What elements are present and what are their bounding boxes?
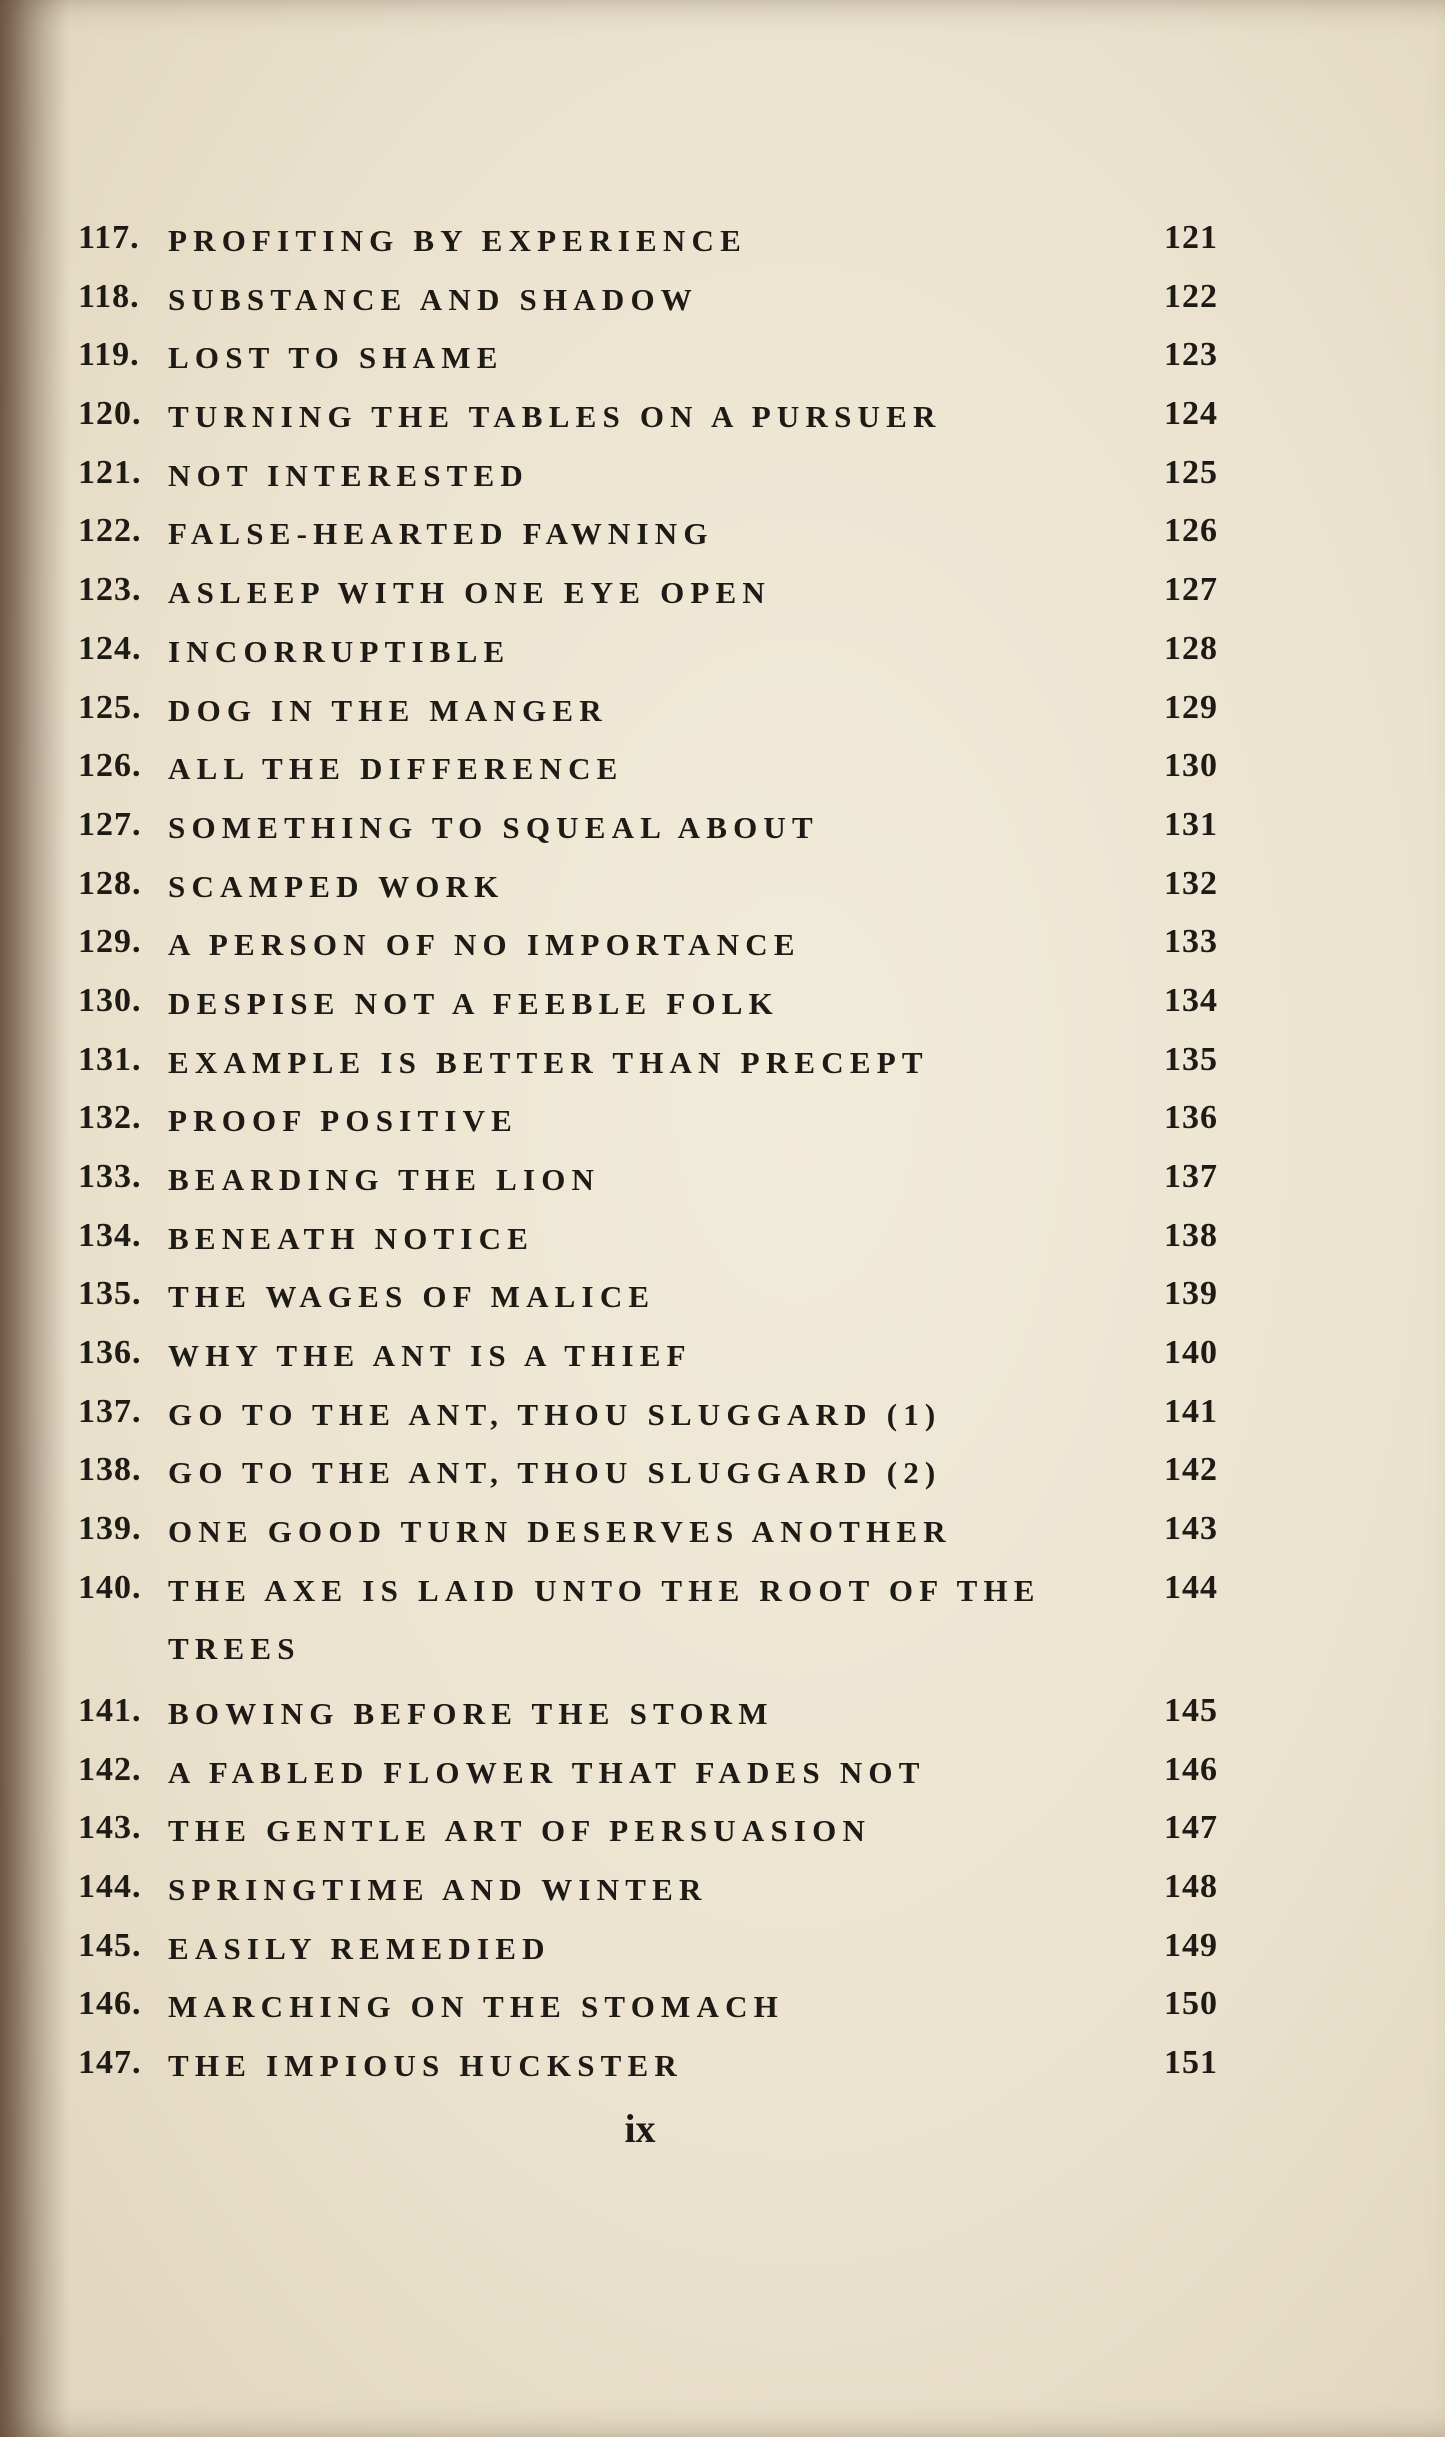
entry-number: 121. xyxy=(78,453,142,491)
entry-title: SOMETHING TO SQUEAL ABOUT xyxy=(168,809,819,845)
entry-page-number: 126 xyxy=(1164,512,1218,550)
entry-number: 129. xyxy=(78,923,142,961)
toc-entry xyxy=(78,1744,1218,1803)
toc-entry xyxy=(78,212,1218,271)
toc-entry xyxy=(78,1920,1218,1979)
entry-title: ALL THE DIFFERENCE xyxy=(168,751,624,787)
entry-title: WHY THE ANT IS A THIEF xyxy=(168,1338,692,1374)
toc-entry xyxy=(78,1151,1218,1210)
entry-title: THE GENTLE ART OF PERSUASION xyxy=(168,1813,872,1849)
entry-number: 118. xyxy=(78,277,140,315)
entry-number: 126. xyxy=(78,747,142,785)
entry-title: ASLEEP WITH ONE EYE OPEN xyxy=(168,575,772,611)
entry-page-number: 124 xyxy=(1164,395,1218,433)
entry-number: 131. xyxy=(78,1040,142,1078)
toc-entry xyxy=(78,1978,1218,2037)
entry-page-number: 123 xyxy=(1164,336,1218,374)
entry-page-number: 132 xyxy=(1164,864,1218,902)
toc-entry xyxy=(78,858,1218,917)
entry-title: TURNING THE TABLES ON A PURSUER xyxy=(168,399,942,435)
entry-number: 143. xyxy=(78,1809,142,1847)
entry-number: 125. xyxy=(78,688,142,726)
toc-entry xyxy=(78,1802,1218,1861)
entry-page-number: 145 xyxy=(1164,1691,1218,1729)
toc-entry xyxy=(78,564,1218,623)
entry-page-number: 144 xyxy=(1164,1568,1218,1606)
entry-number: 139. xyxy=(78,1510,142,1548)
entry-page-number: 128 xyxy=(1164,629,1218,667)
entry-page-number: 140 xyxy=(1164,1334,1218,1372)
entry-title: DESPISE NOT A FEEBLE FOLK xyxy=(168,985,779,1021)
entry-page-number: 150 xyxy=(1164,1985,1218,2023)
entry-number: 124. xyxy=(78,629,142,667)
entry-title: SPRINGTIME AND WINTER xyxy=(168,1871,708,1907)
entry-page-number: 137 xyxy=(1164,1158,1218,1195)
entry-title: SUBSTANCE AND SHADOW xyxy=(168,281,698,317)
toc-entry xyxy=(78,975,1218,1034)
entry-number: 147. xyxy=(78,2043,142,2081)
entry-title: EASILY REMEDIED xyxy=(168,1930,551,1966)
toc-entry xyxy=(78,271,1218,330)
table-of-contents xyxy=(78,212,1218,2096)
entry-page-number: 125 xyxy=(1164,453,1218,491)
entry-title: PROOF POSITIVE xyxy=(168,1103,519,1139)
entry-page-number: 141 xyxy=(1164,1392,1218,1430)
entry-number: 136. xyxy=(78,1334,142,1372)
entry-page-number: 147 xyxy=(1164,1809,1218,1847)
entry-title: GO TO THE ANT, THOU SLUGGARD (1) xyxy=(168,1396,942,1432)
entry-number: 127. xyxy=(78,805,142,843)
entry-title: ONE GOOD TURN DESERVES ANOTHER xyxy=(168,1514,952,1550)
toc-entry xyxy=(78,1503,1218,1562)
entry-page-number: 149 xyxy=(1164,1926,1218,1964)
toc-entry xyxy=(78,740,1218,799)
entry-number: 132. xyxy=(78,1099,142,1137)
toc-entry xyxy=(78,329,1218,388)
entry-number: 146. xyxy=(78,1985,142,2023)
entry-title: SCAMPED WORK xyxy=(168,868,505,904)
entry-title: MARCHING ON THE STOMACH xyxy=(168,1989,784,2025)
toc-entry xyxy=(78,1268,1218,1327)
entry-number: 120. xyxy=(78,395,142,433)
page-folio: ix xyxy=(624,2106,656,2151)
entry-number: 137. xyxy=(78,1392,142,1430)
entry-title: BENEATH NOTICE xyxy=(168,1220,535,1256)
entry-number: 117. xyxy=(78,219,140,256)
entry-title: NOT INTERESTED xyxy=(168,457,530,493)
entry-page-number: 148 xyxy=(1164,1867,1218,1905)
entry-number: 130. xyxy=(78,981,142,1019)
entry-page-number: 138 xyxy=(1164,1216,1218,1254)
entry-page-number: 136 xyxy=(1164,1099,1218,1137)
entry-title: A PERSON OF NO IMPORTANCE xyxy=(168,927,801,963)
entry-number: 133. xyxy=(78,1158,142,1195)
entry-page-number: 151 xyxy=(1164,2043,1218,2081)
spine-shadow xyxy=(0,0,70,2437)
toc-entry xyxy=(78,1210,1218,1269)
entry-number: 134. xyxy=(78,1216,142,1254)
entry-title: BOWING BEFORE THE STORM xyxy=(168,1695,774,1731)
toc-entry xyxy=(78,623,1218,682)
entry-page-number: 129 xyxy=(1164,688,1218,726)
entry-title: INCORRUPTIBLE xyxy=(168,633,511,669)
entry-number: 144. xyxy=(78,1867,142,1905)
entry-page-number: 139 xyxy=(1164,1275,1218,1313)
toc-entry xyxy=(78,916,1218,975)
entry-page-number: 146 xyxy=(1164,1750,1218,1788)
entry-title: DOG IN THE MANGER xyxy=(168,692,608,728)
entry-page-number: 130 xyxy=(1164,747,1218,785)
entry-number: 142. xyxy=(78,1750,142,1788)
toc-entry xyxy=(78,1861,1218,1920)
entry-number: 141. xyxy=(78,1691,142,1729)
entry-title: PROFITING BY EXPERIENCE xyxy=(168,223,747,258)
entry-page-number: 135 xyxy=(1164,1040,1218,1078)
entry-number: 128. xyxy=(78,864,142,902)
toc-entry xyxy=(78,1562,1218,1685)
entry-title: GO TO THE ANT, THOU SLUGGARD (2) xyxy=(168,1455,942,1491)
entry-title: THE AXE IS LAID UNTO THE ROOT OF THE TREES xyxy=(168,1572,1041,1666)
entry-title: EXAMPLE IS BETTER THAN PRECEPT xyxy=(168,1044,929,1080)
entry-page-number: 133 xyxy=(1164,923,1218,961)
entry-number: 123. xyxy=(78,571,142,609)
toc-entry xyxy=(78,1034,1218,1093)
entry-page-number: 142 xyxy=(1164,1451,1218,1489)
toc-entry xyxy=(78,682,1218,741)
entry-number: 122. xyxy=(78,512,142,550)
entry-page-number: 134 xyxy=(1164,981,1218,1019)
toc-entry xyxy=(78,1685,1218,1744)
entry-page-number: 143 xyxy=(1164,1510,1218,1548)
entry-number: 145. xyxy=(78,1926,142,1964)
entry-title: A FABLED FLOWER THAT FADES NOT xyxy=(168,1754,926,1790)
entry-title: THE IMPIOUS HUCKSTER xyxy=(168,2047,684,2083)
entry-title: THE WAGES OF MALICE xyxy=(168,1279,656,1315)
entry-number: 135. xyxy=(78,1275,142,1313)
entry-number: 138. xyxy=(78,1451,142,1489)
toc-entry xyxy=(78,2037,1218,2096)
toc-entry xyxy=(78,505,1218,564)
entry-title: BEARDING THE LION xyxy=(168,1162,601,1197)
toc-entry xyxy=(78,1444,1218,1503)
toc-entry xyxy=(78,799,1218,858)
entry-page-number: 131 xyxy=(1164,805,1218,843)
entry-page-number: 121 xyxy=(1164,219,1218,256)
entry-title: LOST TO SHAME xyxy=(168,340,504,376)
toc-entry xyxy=(78,447,1218,506)
entry-page-number: 127 xyxy=(1164,571,1218,609)
toc-entry xyxy=(78,1092,1218,1151)
entry-number: 140. xyxy=(78,1568,142,1606)
entry-page-number: 122 xyxy=(1164,277,1218,315)
toc-entry xyxy=(78,1386,1218,1445)
toc-entry xyxy=(78,1327,1218,1386)
toc-entry xyxy=(78,388,1218,447)
entry-number: 119. xyxy=(78,336,140,374)
entry-title: FALSE-HEARTED FAWNING xyxy=(168,516,714,552)
